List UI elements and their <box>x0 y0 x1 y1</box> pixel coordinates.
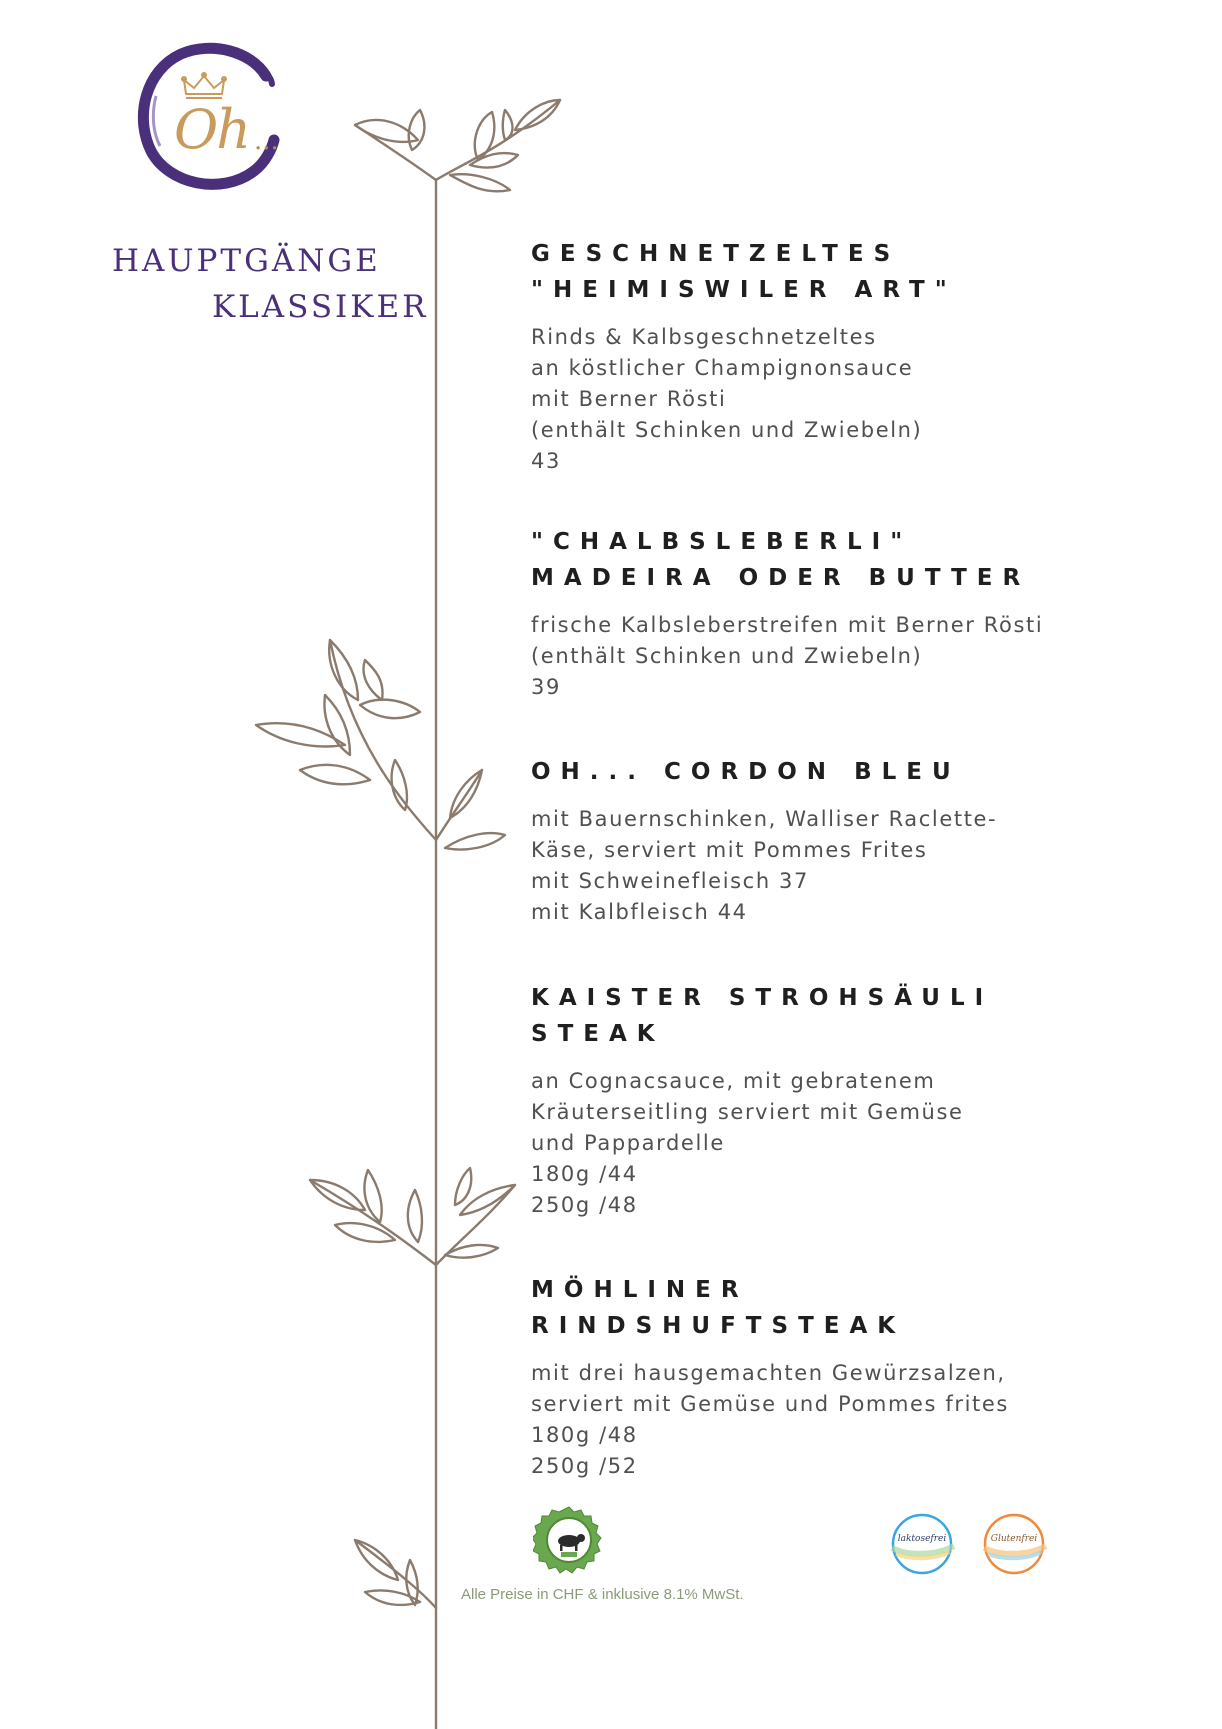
description-line: Rinds & Kalbsgeschnetzeltes <box>531 325 877 349</box>
dish-description <box>531 322 1131 477</box>
description-line: (enthält Schinken und Zwiebeln) <box>531 418 923 442</box>
price-footnote: Alle Preise in CHF & inklusive 8.1% MwSt. <box>461 1586 744 1603</box>
lactose-free-badge <box>888 1510 956 1578</box>
restaurant-logo <box>126 36 286 196</box>
description-line: mit Berner Rösti <box>531 387 727 411</box>
dish-name-line: MADEIRA ODER BUTTER <box>531 565 1031 591</box>
dish-price: 43 <box>531 449 561 473</box>
dish-description <box>531 1358 1131 1482</box>
dish-name <box>531 754 1131 790</box>
description-line: serviert mit Gemüse und Pommes frites <box>531 1392 1009 1416</box>
description-line: frische Kalbsleberstreifen mit Berner Rösti <box>531 613 1044 637</box>
description-line: (enthält Schinken und Zwiebeln) <box>531 644 923 668</box>
dish-description <box>531 1066 1131 1221</box>
gluten-free-icon <box>980 1510 1048 1578</box>
description-line: an köstlicher Champignonsauce <box>531 356 914 380</box>
dish-price: 250g /52 <box>531 1454 638 1478</box>
gluten-free-label: Glutenfrei <box>990 1534 1038 1544</box>
dish-description <box>531 804 1131 928</box>
dish-name <box>531 236 1131 308</box>
dish-name <box>531 980 1131 1052</box>
section-title-main: HAUPTGÄNGE <box>112 243 381 279</box>
description-line: mit drei hausgemachten Gewürzsalzen, <box>531 1361 1006 1385</box>
dish-description <box>531 610 1131 703</box>
dish-name-line: GESCHNETZELTES <box>531 241 901 267</box>
dish-price: mit Schweinefleisch 37 <box>531 869 809 893</box>
dish-price: 39 <box>531 675 561 699</box>
dish-name <box>531 524 1131 596</box>
lactose-free-icon <box>888 1510 956 1578</box>
description-line: Käse, serviert mit Pommes Frites <box>531 838 928 862</box>
dish-name-line: STEAK <box>531 1021 665 1047</box>
description-line: Kräuterseitling serviert mit Gemüse <box>531 1100 964 1124</box>
menu-item <box>531 524 1131 703</box>
description-line: und Pappardelle <box>531 1131 725 1155</box>
section-title-sub: KLASSIKER <box>212 289 429 325</box>
menu-item <box>531 980 1131 1221</box>
description-line: an Cognacsauce, mit gebratenem <box>531 1069 936 1093</box>
logo-wordmark: Oh <box>174 98 250 161</box>
dish-name-line: "CHALBSLEBERLI" <box>531 529 913 555</box>
dish-price: mit Kalbfleisch 44 <box>531 900 748 924</box>
gluten-free-badge <box>980 1510 1048 1578</box>
menu-item <box>531 1272 1131 1482</box>
dish-price: 180g /48 <box>531 1423 638 1447</box>
dish-name-line: KAISTER STROHSÄULI <box>531 985 994 1011</box>
dish-price: 180g /44 <box>531 1162 638 1186</box>
beef-origin-seal-icon <box>533 1505 605 1577</box>
menu-item <box>531 236 1131 477</box>
description-line: mit Bauernschinken, Walliser Raclette- <box>531 807 998 831</box>
lactose-free-label: laktosefrei <box>897 1534 947 1544</box>
dish-name-line: "HEIMISWILER ART" <box>531 277 957 303</box>
menu-item <box>531 754 1131 928</box>
section-heading <box>112 238 428 330</box>
dish-name-line: MÖHLINER <box>531 1277 749 1303</box>
logo-ellipsis: ... <box>254 126 279 156</box>
dish-name-line: RINDSHUFTSTEAK <box>531 1313 906 1339</box>
dish-price: 250g /48 <box>531 1193 638 1217</box>
dish-name <box>531 1272 1131 1344</box>
dish-name-line: OH... CORDON BLEU <box>531 759 961 785</box>
